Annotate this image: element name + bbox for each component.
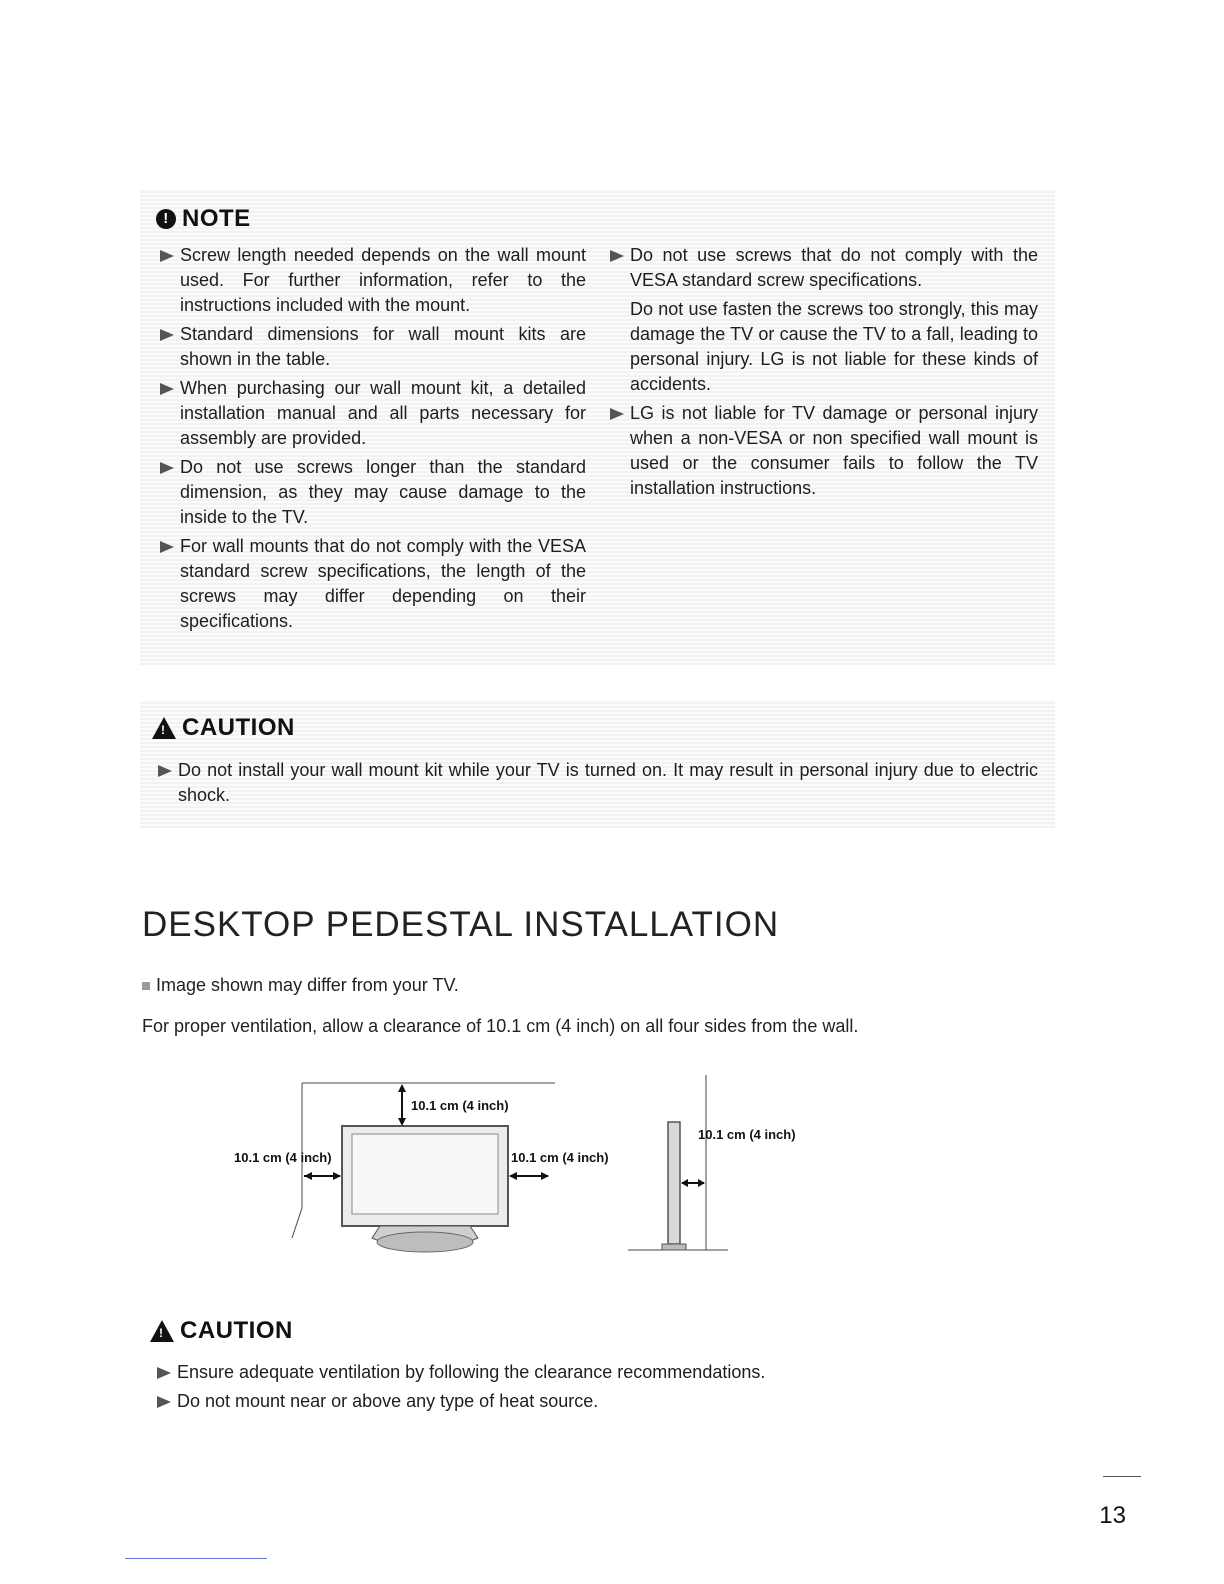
- tv-screen: [352, 1134, 498, 1214]
- tv-side: [668, 1122, 680, 1244]
- warning-icon: !: [150, 1320, 174, 1342]
- list-item: LG is not liable for TV damage or personal injury when a non-VESA or non specified wall mount is used or the consumer fails to follow the TV installation instructions.: [608, 401, 1038, 501]
- list-item: Standard dimensions for wall mount kits are shown in the table.: [158, 322, 586, 372]
- note-left-column: [158, 243, 586, 638]
- arrowhead: [681, 1179, 688, 1187]
- caution-list: [156, 758, 1038, 812]
- square-bullet-icon: [142, 982, 150, 990]
- note-heading: ! NOTE: [156, 205, 251, 233]
- list-item: Ensure adequate ventilation by following the clearance recommendations.: [155, 1360, 955, 1385]
- warning-icon: !: [152, 717, 176, 739]
- tv-base: [377, 1232, 473, 1252]
- arrowhead: [398, 1118, 406, 1126]
- divider: [125, 1558, 267, 1559]
- bullet-arrow-icon: [157, 1367, 171, 1379]
- note-right-column: [608, 243, 1038, 505]
- info-icon: !: [156, 209, 176, 229]
- bullet-arrow-icon: [158, 765, 172, 777]
- caution-heading: ! CAUTION: [152, 714, 295, 742]
- page-number: 13: [1099, 1502, 1126, 1529]
- image-note: Image shown may differ from your TV.: [142, 975, 459, 996]
- side-clearance-label: 10.1 cm (4 inch): [698, 1127, 796, 1142]
- bullet-arrow-icon: [160, 541, 174, 553]
- list-item: Do not mount near or above any type of heat source.: [155, 1389, 955, 1414]
- list-item: For wall mounts that do not comply with the VESA standard screw specifications, the length of the screws may differ depending on their specifications.: [158, 534, 586, 634]
- bullet-arrow-icon: [160, 250, 174, 262]
- arrowhead: [304, 1172, 312, 1180]
- bullet-arrow-icon: [160, 383, 174, 395]
- ventilation-text: For proper ventilation, allow a clearance of 10.1 cm (4 inch) on all four sides from the wall.: [142, 1016, 859, 1036]
- section-title: DESKTOP PEDESTAL INSTALLATION: [142, 905, 780, 944]
- bullet-arrow-icon: [610, 408, 624, 420]
- arrowhead: [541, 1172, 549, 1180]
- caution-list: [155, 1360, 955, 1418]
- arrowhead: [698, 1179, 705, 1187]
- arrowhead: [398, 1084, 406, 1092]
- bullet-arrow-icon: [160, 329, 174, 341]
- arrowhead: [333, 1172, 341, 1180]
- list-item: Do not use screws longer than the standard dimension, as they may cause damage to the inside to the TV.: [158, 455, 586, 530]
- bullet-arrow-icon: [157, 1396, 171, 1408]
- bullet-arrow-icon: [160, 462, 174, 474]
- list-item: When purchasing our wall mount kit, a detailed installation manual and all parts necessary for assembly are provided.: [158, 376, 586, 451]
- right-clearance-label: 10.1 cm (4 inch): [511, 1150, 609, 1165]
- list-item: Do not use screws that do not comply with the VESA standard screw specifications.: [608, 243, 1038, 293]
- left-clearance-label: 10.1 cm (4 inch): [234, 1150, 332, 1165]
- list-item: Do not install your wall mount kit while your TV is turned on. It may result in personal injury due to electric shock.: [156, 758, 1038, 808]
- note-paragraph: Do not use fasten the screws too strongly, this may damage the TV or cause the TV to a fall, leading to personal injury. LG is not liable for these kinds of accidents.: [630, 299, 1038, 394]
- divider: [1103, 1476, 1141, 1477]
- arrowhead: [509, 1172, 517, 1180]
- tv-side-base: [662, 1244, 686, 1250]
- bullet-arrow-icon: [610, 250, 624, 262]
- top-clearance-label: 10.1 cm (4 inch): [411, 1098, 509, 1113]
- list-item: Screw length needed depends on the wall mount used. For further information, refer to the instructions included with the mount.: [158, 243, 586, 318]
- wall-line-corner: [292, 1208, 302, 1238]
- caution-heading: ! CAUTION: [150, 1317, 293, 1345]
